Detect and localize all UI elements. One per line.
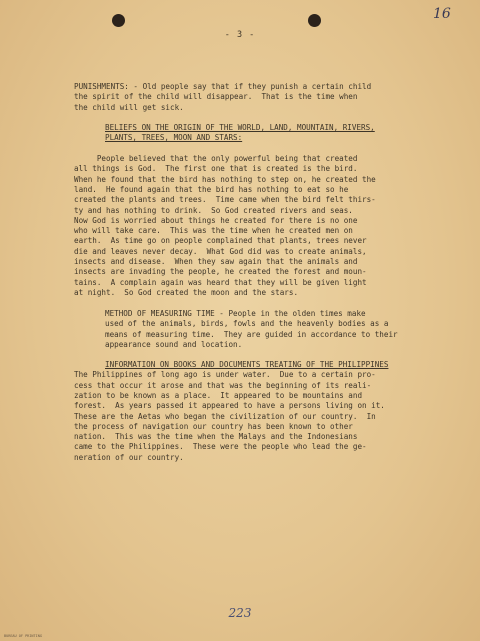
- printer-imprint: BUREAU OF PRINTING: [4, 634, 42, 638]
- beliefs-line-9: earth. As time go on people complained that plants, trees never: [74, 236, 367, 246]
- beliefs-line-1: People believed that the only powerful being that created: [74, 154, 358, 163]
- time-line-2: used of the animals, birds, fowls and the heavenly bodies as a: [105, 319, 389, 329]
- books-line-5: These are the Aetas who began the civilization of our country. In: [74, 411, 376, 421]
- beliefs-line-3: When he found that the bird has nothing to step on, he created the: [74, 174, 376, 184]
- beliefs-line-5: created the plants and trees. Time came when the bird felt thirs-: [74, 195, 376, 205]
- time-line-3: means of measuring time. They are guided in accordance to their: [105, 329, 398, 339]
- beliefs-line-2: all things is God. The first one that is created is the bird.: [74, 164, 358, 174]
- beliefs-line-7: Now God is worried about things he created for there is no one: [74, 215, 358, 225]
- beliefs-line-6: ty and has nothing to drink. So God created rivers and seas.: [74, 205, 353, 215]
- beliefs-line-11: insects and disease. When they saw again that the animals and: [74, 257, 358, 266]
- beliefs-line-8: who will take care. This was the time when he created men on: [74, 226, 353, 236]
- beliefs-line-4: land. He found again that the bird has nothing to eat so he: [74, 184, 349, 194]
- typed-page-number: - 3 -: [224, 30, 256, 40]
- beliefs-heading-line-2: PLANTS, TREES, MOON AND STARS:: [105, 133, 243, 143]
- beliefs-heading-line-1: BELIEFS ON THE ORIGIN OF THE WORLD, LAND, MOUNTAIN, RIVERS,: [105, 123, 375, 132]
- books-line-1: The Philippines of long ago is under water. Due to a certain pro-: [74, 370, 376, 380]
- books-line-9: neration of our country.: [74, 452, 184, 462]
- beliefs-line-13: tains. A complain again was heard that they will be given light: [74, 277, 367, 287]
- books-line-4: forest. As years passed it appeared to have a persons living on it.: [74, 401, 385, 411]
- books-line-6: the process of navigation our country has been known to other: [74, 421, 353, 431]
- punch-hole-left: [112, 14, 125, 27]
- time-line-4: appearance sound and location.: [105, 339, 243, 349]
- punishments-line-1: PUNISHMENTS: - Old people say that if they punish a certain child: [74, 82, 372, 91]
- handwritten-page-number: 16: [433, 6, 451, 22]
- punishments-line-2: the spirit of the child will disappear. That is the time when: [74, 92, 358, 102]
- stamp-number: 223: [228, 606, 252, 620]
- books-line-7: nation. This was the time when the Malays and the Indonesians: [74, 432, 358, 442]
- books-line-8: came to the Philippines. These were the people who lead the ge-: [74, 442, 367, 452]
- beliefs-line-12: insects are invading the people, he created the forest and moun-: [74, 267, 367, 277]
- beliefs-line-14: at night. So God created the moon and the stars.: [74, 287, 299, 297]
- books-line-3: zation to be known as a place. It appeared to be mountains and: [74, 390, 363, 400]
- time-line-1: METHOD OF MEASURING TIME - People in the olden times make: [105, 309, 366, 318]
- books-line-2: cess that occur it arose and that was the beginning of its reali-: [74, 380, 372, 390]
- books-heading: INFORMATION ON BOOKS AND DOCUMENTS TREATING OF THE PHILIPPINES: [105, 360, 389, 369]
- punishments-line-3: the child will get sick.: [74, 102, 184, 112]
- beliefs-line-10: die and leaves never decay. What God did was to create animals,: [74, 246, 367, 256]
- punch-hole-right: [308, 14, 321, 27]
